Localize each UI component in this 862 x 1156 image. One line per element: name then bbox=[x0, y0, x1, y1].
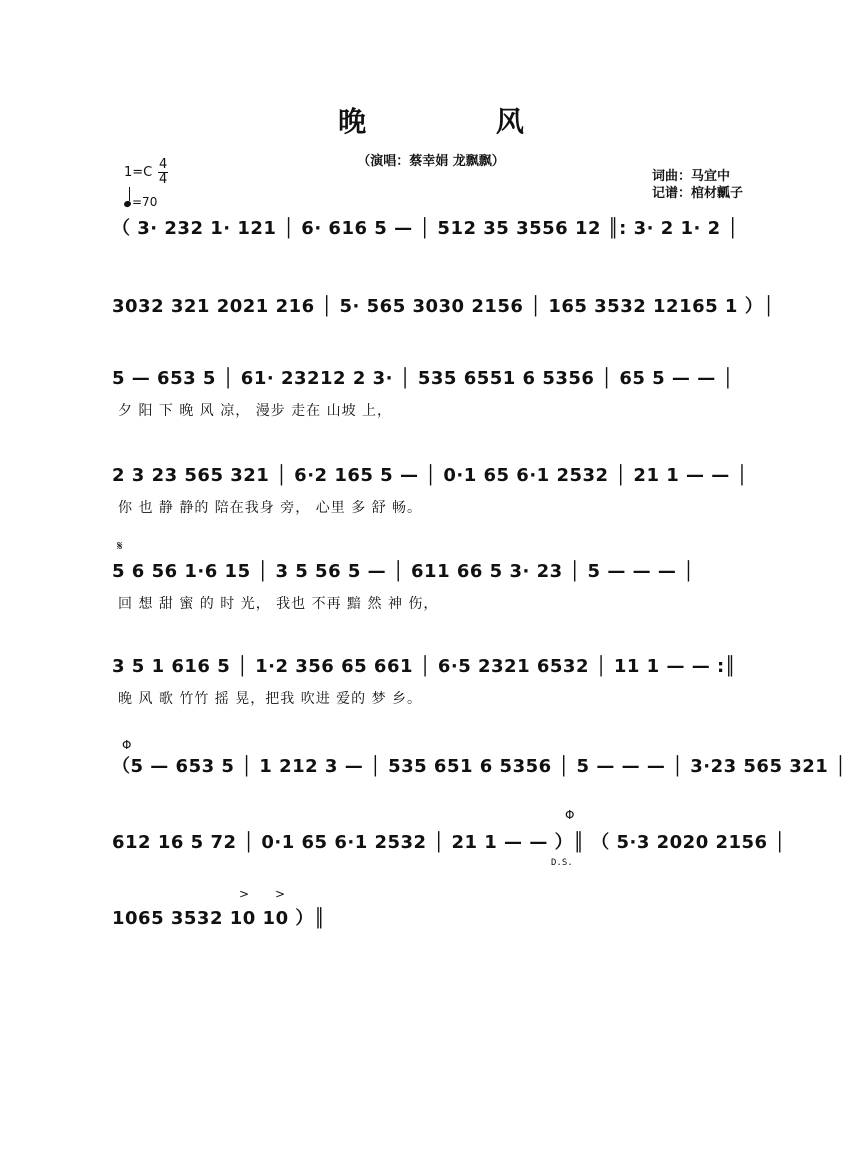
score-line-8 bbox=[0, 828, 862, 858]
score-line-2 bbox=[0, 292, 862, 322]
score-line-1 bbox=[0, 214, 862, 244]
notation-line: 5 — 653 5 │ 61· 23212 2 3· │ 535 6551 6 5356 │ 65 5 — — │ bbox=[112, 368, 734, 389]
composer-credit: 词曲：马宜中 bbox=[652, 169, 731, 184]
notation-line: 1065 3532 10 10 ）║ bbox=[112, 908, 326, 929]
score-line-5 bbox=[0, 561, 862, 591]
coda-icon: Φ bbox=[565, 808, 575, 822]
notation-line: 3 5 1 616 5 │ 1·2 356 65 661 │ 6·5 2321 6532 │ 11 1 — — :║ bbox=[112, 656, 737, 677]
key-signature: 1=C bbox=[124, 165, 153, 180]
lyrics-line: 回 想 甜 蜜 的 时 光， 我也 不再 黯 然 神 伤， bbox=[118, 596, 439, 612]
meter-bottom: 4 bbox=[159, 172, 168, 187]
lyrics-line: 你 也 静 静的 陪在我身 旁， 心里 多 舒 畅。 bbox=[118, 500, 423, 516]
score-line-3 bbox=[0, 368, 862, 398]
song-title: 晚 风 bbox=[338, 105, 584, 138]
tempo-value: =70 bbox=[132, 195, 158, 209]
score-line-4 bbox=[0, 465, 862, 495]
accent-icon: > bbox=[275, 887, 286, 901]
time-signature bbox=[158, 158, 168, 187]
notation-line: 5 6 56 1·6 15 │ 3 5 56 5 — │ 611 66 5 3· 23 │ 5 — — — │ bbox=[112, 561, 695, 582]
lyrics-line: 夕 阳 下 晚 风 凉， 漫步 走在 山坡 上， bbox=[118, 403, 393, 419]
score-line-9 bbox=[0, 904, 862, 934]
score-line-7 bbox=[0, 752, 862, 782]
notation-line: 3032 321 2021 216 │ 5· 565 3030 2156 │ 165 3532 12165 1 ）│ bbox=[112, 296, 775, 317]
singer-credit: （演唱：蔡幸娟 龙飘飘） bbox=[357, 154, 505, 169]
quarter-note-icon bbox=[123, 200, 132, 208]
dal-segno-mark: D.S. bbox=[551, 858, 573, 868]
accent-icon: > bbox=[239, 887, 250, 901]
score-line-6 bbox=[0, 656, 862, 686]
notation-line: 2 3 23 565 321 │ 6·2 165 5 — │ 0·1 65 6·1 2532 │ 21 1 — — │ bbox=[112, 465, 748, 486]
lyrics-line: 晚 风 歌 竹竹 摇 晃，把我 吹进 爱的 梦 乡。 bbox=[118, 691, 423, 707]
notation-line: （5 — 653 5 │ 1 212 3 — │ 535 651 6 5356 │ 5 — — — │ 3·23 565 321 │ bbox=[112, 756, 847, 777]
segno-icon: 𝄋 bbox=[117, 539, 123, 554]
meter-top: 4 bbox=[159, 157, 168, 172]
transcriber-credit: 记谱：棺材瓤子 bbox=[652, 186, 744, 201]
tempo-marking bbox=[124, 192, 157, 209]
coda-icon: Φ bbox=[122, 738, 132, 752]
notation-line: 612 16 5 72 │ 0·1 65 6·1 2532 │ 21 1 — — ）║ （ 5·3 2020 2156 │ bbox=[112, 832, 786, 853]
credits bbox=[652, 168, 743, 202]
notation-line: （ 3· 232 1· 121 │ 6· 616 5 — │ 512 35 3556 12 ║: 3· 2 1· 2 │ bbox=[112, 218, 739, 239]
